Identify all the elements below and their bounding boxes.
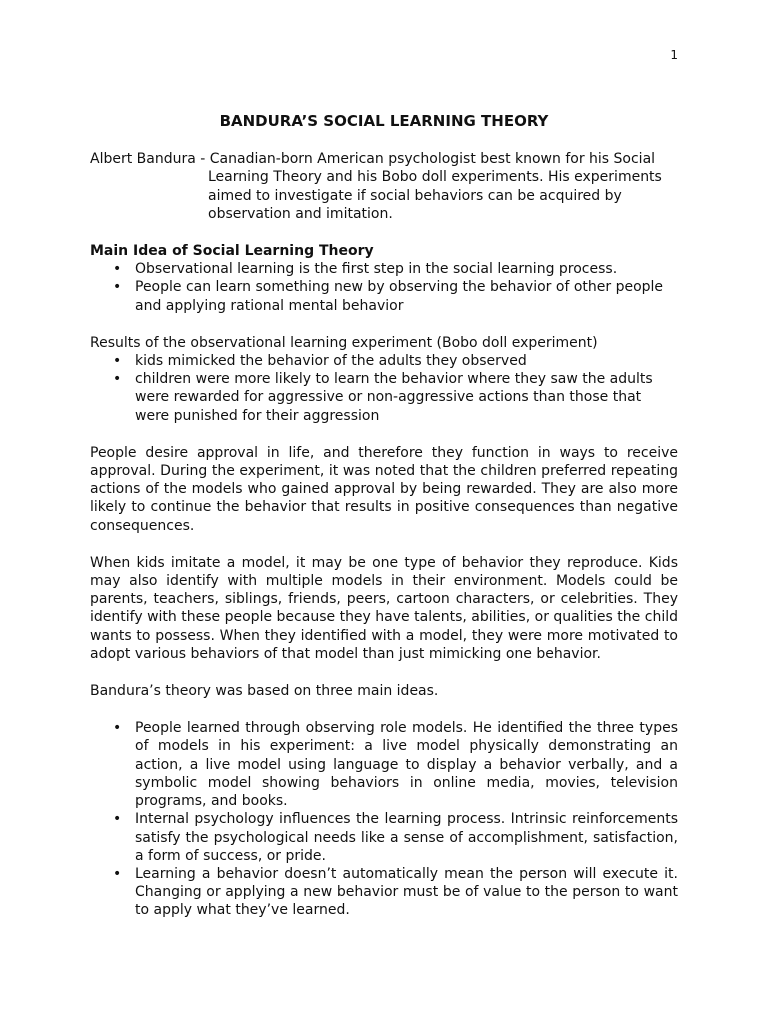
list-item: • kids mimicked the behavior of the adults they observed [90, 352, 678, 370]
intro-paragraph [90, 150, 678, 223]
page-number: 1 [670, 48, 678, 62]
imitation-paragraph: When kids imitate a model, it may be one type of behavior they reproduce. Kids may also identify with multiple models in their environment. Models could be parents, teachers, siblings, friends, peers, cartoon characters, or celebrities. They identify with these people because they have talents, abilities, or qualities the child wants to possess. When they identified with a model, they were more motivated to adopt various behaviors of that model than just mimicking one behavior. [90, 554, 678, 662]
main-idea-list [90, 260, 678, 315]
results-label: Results of the observational learning experiment (Bobo doll experiment) [90, 334, 598, 351]
main-idea-heading: Main Idea of Social Learning Theory [90, 243, 374, 260]
list-item: • Learning a behavior doesn’t automatically mean the person will execute it. Changing or applying a new behavior must be of value to the person to want to apply what they’ve learned. [90, 865, 678, 920]
results-list [90, 352, 678, 425]
approval-paragraph: People desire approval in life, and therefore they function in ways to receive approval. During the experiment, it was noted that the children preferred repeating actions of the models who gained approval by being rewarded. They are also more likely to continue the behavior that results in positive consequences than negative consequences. [90, 444, 678, 534]
intro-first-line: Albert Bandura - Canadian-born American psychologist best known for his Social [90, 151, 656, 168]
document-body [90, 112, 678, 920]
list-item: • Observational learning is the first step in the social learning process. [90, 260, 678, 278]
list-item: • Internal psychology influences the learning process. Intrinsic reinforcements satisfy the psychological needs like a sense of accomplishment, satisfaction, a form of success, or pride. [90, 810, 678, 865]
list-item: • People learned through observing role models. He identified the three types of models in his experiment: a live model physically demonstrating an action, a live model using language to display a behavior verbally, and a symbolic model showing behaviors in online media, movies, television programs, and books. [90, 719, 678, 810]
three-ideas-intro: Bandura’s theory was based on three main ideas. [90, 683, 439, 700]
list-item: • children were more likely to learn the behavior where they saw the adults were rewarded for aggressive or non-aggressive actions than those that were punished for their aggression [90, 370, 678, 425]
list-item: • People can learn something new by observing the behavior of other people and applying rational mental behavior [90, 278, 678, 314]
intro-continuation: Learning Theory and his Bobo doll experiments. His experiments aimed to investigate if social behaviors can be acquired by observation and imitation. [208, 169, 662, 222]
main-ideas-list [90, 719, 678, 919]
page-title: BANDURA’S SOCIAL LEARNING THEORY [219, 112, 549, 130]
